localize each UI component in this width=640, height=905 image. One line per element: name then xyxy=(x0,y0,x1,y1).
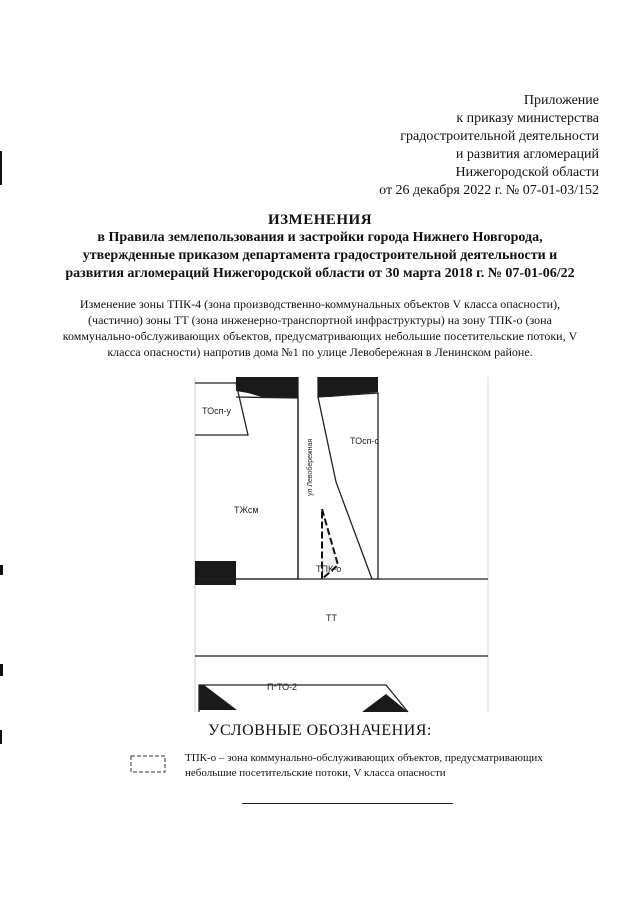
appendix-line: к приказу министерства xyxy=(456,111,599,126)
zone-label-tosp-u: ТОсп-у xyxy=(202,406,231,416)
subtitle-line: утвержденные приказом департамента градостроительной деятельности и xyxy=(82,248,558,263)
appendix-line: от 26 декабря 2022 г. № 07-01-03/152 xyxy=(379,183,599,198)
dark-block-bottom-left xyxy=(199,685,237,710)
dark-block-top xyxy=(236,377,298,398)
legend-dashed-symbol xyxy=(130,755,166,773)
appendix-line: Нижегородской области xyxy=(455,165,599,180)
appendix-line: Приложение xyxy=(523,93,599,108)
parcel-tzhsm-border xyxy=(195,397,298,579)
subtitle-line: развития агломераций Нижегородской области от 30 марта 2018 г. № 07-01-06/22 xyxy=(65,266,575,281)
zone-label-tzhsm: ТЖсм xyxy=(234,505,259,515)
dark-block-left xyxy=(195,561,236,585)
zone-label-tt: ТТ xyxy=(326,613,337,623)
description-line: коммунально-обслуживающих объектов, предусматривающих небольшие посетительские потоки, V xyxy=(62,329,578,343)
legend-item-tpk-o xyxy=(185,751,595,781)
scan-margin-mark xyxy=(0,565,3,575)
scan-margin-mark xyxy=(0,151,2,185)
legend-text-line: небольшие посетительские потоки, V класса опасности xyxy=(185,767,446,779)
subtitle-line: в Правила землепользования и застройки города Нижнего Новгорода, xyxy=(97,230,543,245)
zone-label-p-to-2: П*ТО-2 xyxy=(267,682,298,692)
zone-label-tosp-s: ТОсп-с xyxy=(350,436,379,446)
legend-title: УСЛОВНЫЕ ОБОЗНАЧЕНИЯ: xyxy=(208,722,432,739)
description-line: Изменение зоны ТПК-4 (зона производственно-коммунальных объектов V класса опасности), xyxy=(79,297,561,311)
bottom-divider xyxy=(242,803,453,804)
scan-margin-mark xyxy=(0,730,2,744)
legend-text-line: ТПК-о – зона коммунально-обслуживающих объектов, предусматривающих xyxy=(185,752,543,764)
description-line: (частично) зоны ТТ (зона инженерно-транспортной инфраструктуры) на зону ТПК-о (зона xyxy=(88,313,552,327)
zone-label-tpk-o: ТПК-о xyxy=(316,564,342,574)
document-title: ИЗМЕНЕНИЯ xyxy=(267,212,373,228)
appendix-line: градостроительной деятельности xyxy=(400,129,599,144)
appendix-line: и развития агломераций xyxy=(455,147,599,162)
street-label: ул Левобережная xyxy=(307,438,314,496)
scan-margin-mark xyxy=(0,664,3,676)
description-line: класса опасности) напротив дома №1 по улице Левобережная в Ленинском районе. xyxy=(107,345,533,359)
